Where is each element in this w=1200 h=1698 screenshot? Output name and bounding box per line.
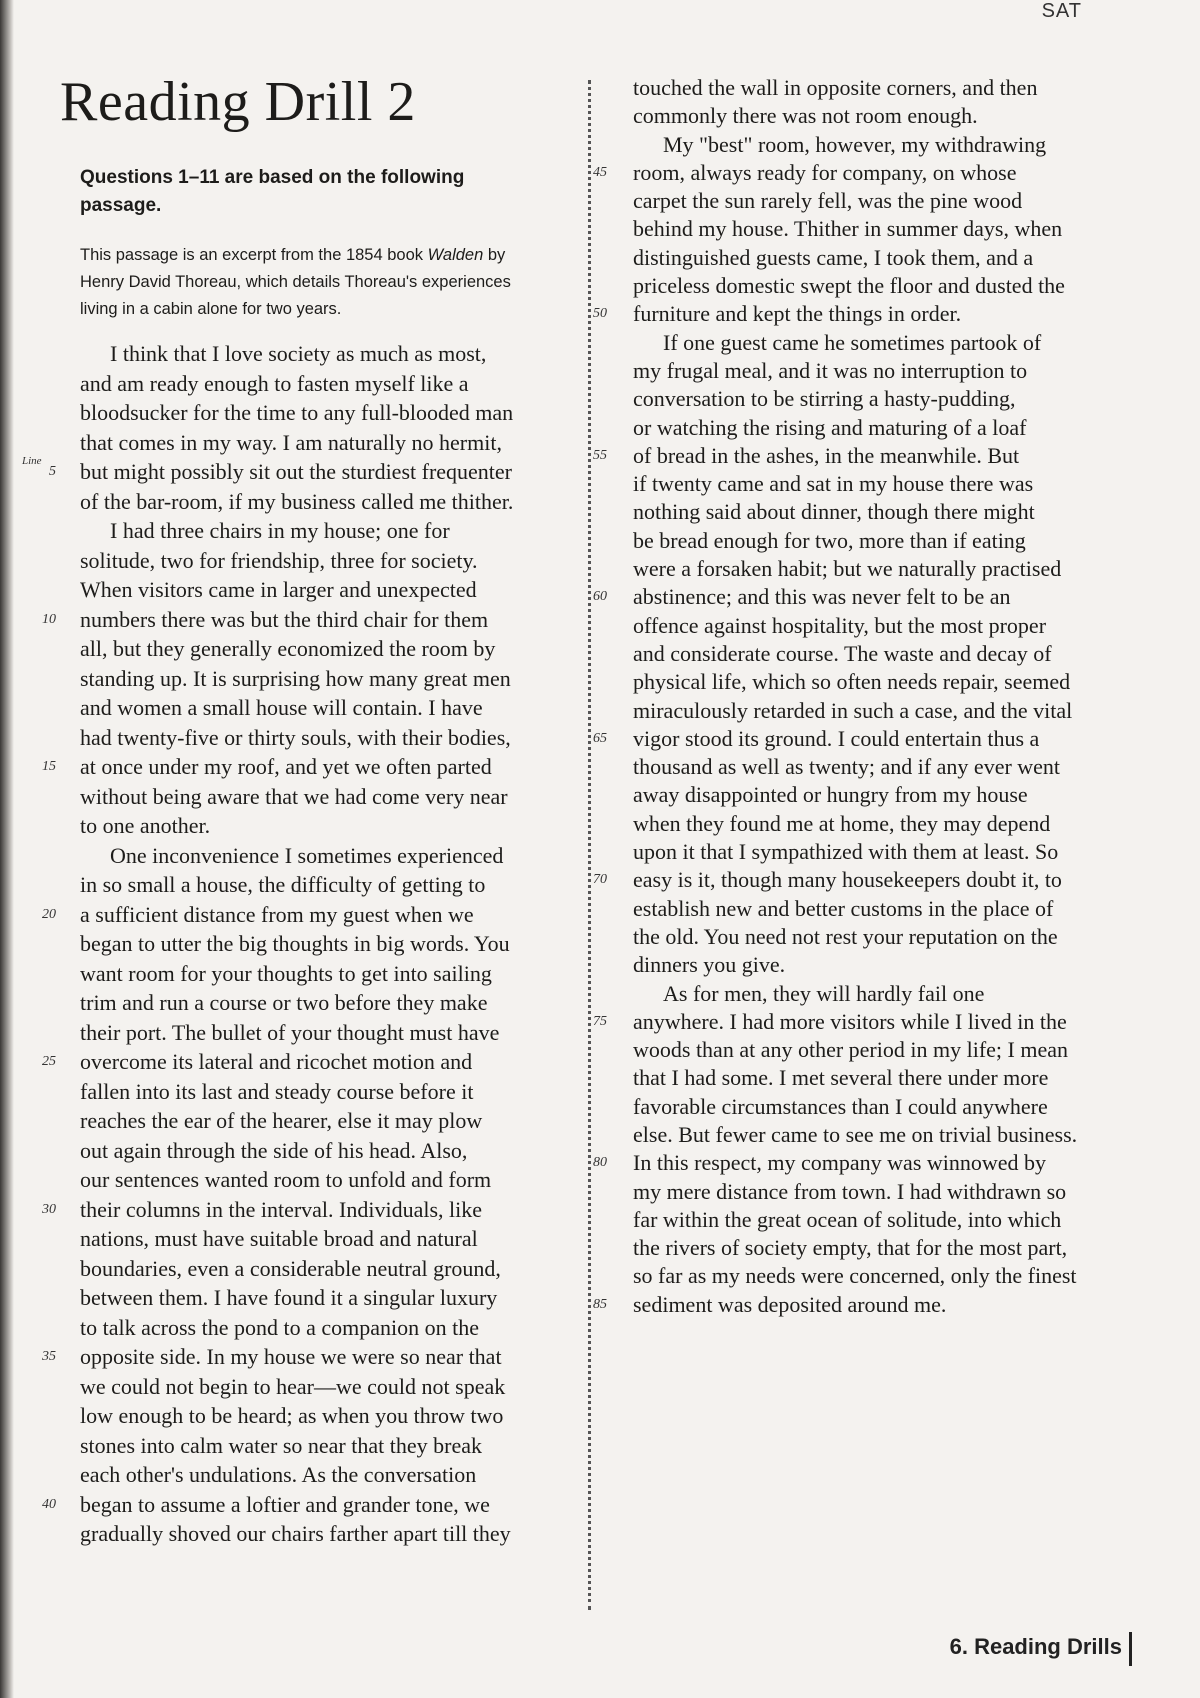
passage-line <box>60 369 560 399</box>
passage-line-text: My "best" room, however, my withdrawing <box>663 131 1047 157</box>
passage-line <box>605 131 1170 159</box>
passage-line-text: away disappointed or hungry from my house <box>633 782 1028 808</box>
source-note-pre: This passage is an excerpt from the 1854 book <box>80 246 428 264</box>
passage-line-text: miraculously retarded in such a case, and the vital <box>633 697 1073 723</box>
passage-line-text: their port. The bullet of your thought must have <box>80 1019 500 1045</box>
line-number: 25 <box>42 1054 56 1069</box>
passage-line <box>605 753 1170 781</box>
passage-line-text: if twenty came and sat in my house there was <box>633 471 1034 497</box>
line-number: 80 <box>593 1155 607 1171</box>
passage-line <box>42 1490 560 1520</box>
passage-line-text: When visitors came in larger and unexpected <box>80 577 477 602</box>
passage-line-text: dinners you give. <box>633 952 786 978</box>
passage-line <box>605 498 1170 526</box>
passage-line <box>605 555 1170 583</box>
footer-bar <box>1129 1632 1132 1666</box>
passage-line <box>593 1291 1170 1319</box>
passage-line-text: nations, must have suitable broad and natural <box>80 1226 478 1251</box>
passage-line-text: overcome its lateral and ricochet motion and <box>80 1049 473 1074</box>
passage-line-text: between them. I have found it a singular luxury <box>80 1285 498 1310</box>
line-label: Line <box>22 455 42 467</box>
passage-line <box>605 1093 1170 1121</box>
passage-line-text: abstinence; and this was never felt to be an <box>633 584 1011 610</box>
passage-line <box>60 339 560 369</box>
passage-line <box>60 1313 560 1343</box>
passage-line-text: had twenty-five or thirty souls, with their bodies, <box>80 724 511 750</box>
passage-line-text: fallen into its last and steady course before it <box>80 1078 474 1104</box>
passage-line <box>60 1018 560 1048</box>
passage-line <box>605 1121 1170 1149</box>
page-edge-shadow <box>0 0 14 1698</box>
passage-line <box>605 1234 1170 1262</box>
passage-line-text: behind my house. Thither in summer days, when <box>633 216 1063 242</box>
passage-line-text: their columns in the interval. Individuals, like <box>80 1196 483 1222</box>
passage-line-text: to one another. <box>80 813 211 838</box>
passage-line-text: sediment was deposited around me. <box>633 1291 947 1317</box>
passage-line-text: else. But fewer came to see me on trivial business. <box>633 1121 1078 1147</box>
passage-line <box>605 470 1170 498</box>
passage-line <box>42 605 560 635</box>
passage-line-text: our sentences wanted room to unfold and form <box>80 1167 492 1192</box>
passage-line-text: upon it that I sympathized with them at least. So <box>633 839 1059 865</box>
page-title: Reading Drill 2 <box>60 71 416 133</box>
passage-line <box>605 668 1170 696</box>
right-column <box>593 74 1170 1319</box>
passage-line <box>593 1149 1170 1177</box>
passage-line <box>60 398 560 428</box>
passage-line-text: stones into calm water so near that they break <box>80 1432 482 1458</box>
passage-line <box>605 697 1170 725</box>
passage-line-text: the old. You need not rest your reputation on the <box>633 923 1058 949</box>
passage-line-text: we could not begin to hear—we could not speak <box>80 1373 506 1399</box>
source-note <box>80 242 530 323</box>
passage-line-text: or watching the rising and maturing of a loaf <box>633 414 1027 440</box>
passage-line <box>605 102 1170 130</box>
passage-line-text: without being aware that we had come very near <box>80 783 508 809</box>
passage-line-text: conversation to be stirring a hasty-pudding, <box>633 386 1016 412</box>
passage-line <box>60 1077 560 1107</box>
passage-line-text: began to assume a loftier and grander tone, we <box>80 1491 490 1517</box>
passage-line-text: my mere distance from town. I had withdrawn so <box>633 1178 1067 1204</box>
passage-line-text: of bread in the ashes, in the meanwhile. But <box>633 442 1020 468</box>
passage-line-text: that I had some. I met several there under more <box>633 1065 1049 1091</box>
passage-line <box>60 1165 560 1195</box>
passage-line <box>60 1254 560 1284</box>
passage-line-text: carpet the sun rarely fell, was the pine wood <box>633 188 1023 214</box>
passage-line-text: furniture and kept the things in order. <box>633 301 962 327</box>
passage-line <box>605 810 1170 838</box>
passage-line-text: easy is it, though many housekeepers doubt it, to <box>633 867 1062 893</box>
source-book-title: Walden <box>427 246 484 264</box>
passage-line <box>42 1195 560 1225</box>
passage-line <box>593 300 1170 328</box>
passage-line <box>605 385 1170 413</box>
passage-line <box>605 1206 1170 1234</box>
line-number: 45 <box>593 164 607 180</box>
passage-line <box>605 527 1170 555</box>
passage-left <box>22 339 560 1549</box>
passage-line-text: boundaries, even a considerable neutral ground, <box>80 1255 501 1281</box>
passage-line-text: opposite side. In my house we were so near that <box>80 1344 502 1369</box>
passage-line <box>60 693 560 723</box>
passage-line <box>593 725 1170 753</box>
passage-line <box>593 866 1170 894</box>
passage-line <box>605 1178 1170 1206</box>
passage-line-text: vigor stood its ground. I could entertain thus a <box>633 725 1040 751</box>
passage-line-text: thousand as well as twenty; and if any ever went <box>633 754 1061 780</box>
passage-line <box>60 1460 560 1490</box>
left-column <box>22 70 560 1549</box>
passage-line-text: gradually shoved our chairs farther apart till they <box>80 1521 511 1546</box>
passage-line-text: room, always ready for company, on whose <box>633 159 1017 185</box>
passage-line-text: were a forsaken habit; but we naturally practised <box>633 556 1062 582</box>
passage-line <box>605 74 1170 102</box>
passage-line <box>605 244 1170 272</box>
passage-line <box>605 980 1170 1008</box>
passage-line <box>605 895 1170 923</box>
passage-line-text: and am ready enough to fasten myself like a <box>80 370 469 396</box>
passage-line <box>42 1342 560 1372</box>
passage-line-text: began to utter the big thoughts in big words. You <box>80 931 510 956</box>
passage-line-text: so far as my needs were concerned, only the finest <box>633 1263 1077 1289</box>
passage-line <box>60 782 560 812</box>
passage-line <box>60 1136 560 1166</box>
line-number: 55 <box>593 447 607 463</box>
passage-line-text: In this respect, my company was winnowed by <box>633 1150 1047 1176</box>
passage-line <box>60 1224 560 1254</box>
passage-line-text: and considerate course. The waste and decay of <box>633 640 1052 666</box>
passage-line-text: low enough to be heard; as when you throw two <box>80 1403 504 1428</box>
line-number: 35 <box>42 1349 56 1364</box>
questions-note: Questions 1–11 are based on the following passage. <box>80 167 465 216</box>
passage-line <box>605 1036 1170 1064</box>
passage-line <box>42 900 560 930</box>
passage-line-text: touched the wall in opposite corners, and then <box>633 75 1038 100</box>
passage-line-text: in so small a house, the difficulty of getting to <box>80 872 486 897</box>
passage-line <box>60 546 560 576</box>
page-footer: 6. Reading Drills <box>949 1634 1122 1659</box>
passage-line <box>60 1106 560 1136</box>
passage-line-text: commonly there was not room enough. <box>633 103 978 129</box>
passage-line <box>60 634 560 664</box>
passage-line-text: of the bar-room, if my business called me thither. <box>80 488 514 514</box>
passage-line-text: a sufficient distance from my guest when we <box>80 901 474 927</box>
line-number: 70 <box>593 872 607 888</box>
passage-line-text: favorable circumstances than I could anywhere <box>633 1093 1048 1119</box>
passage-right <box>593 74 1170 1319</box>
passage-line-text: be bread enough for two, more than if eating <box>633 527 1026 553</box>
passage-line-text: when they found me at home, they may depend <box>633 810 1051 836</box>
passage-line <box>60 575 560 605</box>
passage-line-text: woods than at any other period in my life; I mean <box>633 1037 1068 1063</box>
passage-line <box>60 841 560 871</box>
passage-line-text: priceless domestic swept the floor and dusted the <box>633 273 1065 299</box>
line-number: 50 <box>593 306 607 322</box>
passage-line <box>60 1372 560 1402</box>
passage-line-text: One inconvenience I sometimes experienced <box>110 842 504 868</box>
passage-line <box>605 215 1170 243</box>
passage-line <box>60 428 560 458</box>
passage-line <box>60 1401 560 1431</box>
passage-line <box>22 455 560 487</box>
passage-line-text: standing up. It is surprising how many great men <box>80 665 511 691</box>
passage-line <box>605 1064 1170 1092</box>
passage-line <box>593 442 1170 470</box>
line-number: 40 <box>42 1496 56 1512</box>
passage-line <box>605 187 1170 215</box>
passage-line <box>605 951 1170 979</box>
line-number: 85 <box>593 1296 607 1312</box>
passage-line <box>60 1431 560 1461</box>
passage-line <box>60 487 560 517</box>
passage-line <box>60 1283 560 1313</box>
passage-line <box>593 1008 1170 1036</box>
passage-line-text: far within the great ocean of solitude, into which <box>633 1206 1062 1232</box>
passage-line <box>605 838 1170 866</box>
passage-line-text: distinguished guests came, I took them, and a <box>633 244 1034 270</box>
passage-line-text: offence against hospitality, but the most proper <box>633 612 1047 638</box>
line-number: 65 <box>593 730 607 746</box>
passage-line-text: nothing said about dinner, though there might <box>633 499 1035 525</box>
line-number: 30 <box>42 1201 56 1217</box>
passage-line-text: anywhere. I had more visitors while I lived in the <box>633 1008 1067 1034</box>
passage-line <box>60 988 560 1018</box>
passage-line <box>60 723 560 753</box>
line-number: 10 <box>42 611 56 627</box>
passage-line <box>42 752 560 782</box>
passage-line <box>60 870 560 900</box>
passage-line <box>605 357 1170 385</box>
passage-line <box>60 1519 560 1549</box>
passage-line-text: trim and run a course or two before they make <box>80 990 488 1015</box>
passage-line-text: bloodsucker for the time to any full-blooded man <box>80 400 514 425</box>
passage-line <box>42 1047 560 1077</box>
passage-line <box>605 923 1170 951</box>
line-number: 15 <box>42 759 56 774</box>
passage-line-text: I had three chairs in my house; one for <box>110 518 450 543</box>
passage-line-text: at once under my roof, and yet we often parted <box>80 754 492 779</box>
source-note-post: by Henry David Thoreau, which details Thoreau's experiences living in a cabin alone for two years. <box>80 246 511 318</box>
passage-line-text: to talk across the pond to a companion on the <box>80 1314 479 1340</box>
passage-line-text: numbers there was but the third chair for them <box>80 606 489 632</box>
passage-line-text: my frugal meal, and it was no interruption to <box>633 357 1028 383</box>
passage-line <box>60 664 560 694</box>
passage-line-text: solitude, two for friendship, three for society. <box>80 547 478 573</box>
passage-line-text: physical life, which so often needs repair, seemed <box>633 669 1071 695</box>
passage-line <box>605 612 1170 640</box>
passage-line <box>605 781 1170 809</box>
passage-line-text: reaches the ear of the hearer, else it may plow <box>80 1108 483 1133</box>
running-head: SAT <box>1041 0 1082 22</box>
passage-line-text: but might possibly sit out the sturdiest frequenter <box>80 459 513 484</box>
passage-line-text: If one guest came he sometimes partook of <box>663 329 1042 355</box>
passage-line <box>593 583 1170 611</box>
passage-line-text: As for men, they will hardly fail one <box>663 980 985 1006</box>
passage-line <box>605 414 1170 442</box>
passage-line-text: establish new and better customs in the place of <box>633 895 1054 921</box>
passage-line <box>605 1262 1170 1290</box>
passage-line-text: and women a small house will contain. I have <box>80 695 483 720</box>
passage-line-text: out again through the side of his head. Also, <box>80 1137 468 1163</box>
passage-line <box>593 159 1170 187</box>
passage-line-text: that comes in my way. I am naturally no hermit, <box>80 429 502 455</box>
passage-line <box>605 640 1170 668</box>
passage-line <box>60 929 560 959</box>
passage-line-text: want room for your thoughts to get into sailing <box>80 960 492 986</box>
passage-line <box>60 959 560 989</box>
line-number: 20 <box>42 906 56 922</box>
passage-line-text: I think that I love society as much as most, <box>110 341 487 366</box>
passage-line-text: each other's undulations. As the conversation <box>80 1462 477 1487</box>
passage-line <box>605 329 1170 357</box>
passage-line-text: all, but they generally economized the room by <box>80 636 496 661</box>
passage-line <box>605 272 1170 300</box>
line-number: 75 <box>593 1013 607 1029</box>
passage-line <box>60 811 560 841</box>
passage-line <box>60 516 560 546</box>
line-number: 5 <box>49 464 56 479</box>
passage-line-text: the rivers of society empty, that for the most part, <box>633 1235 1068 1261</box>
line-number: 60 <box>593 589 607 605</box>
